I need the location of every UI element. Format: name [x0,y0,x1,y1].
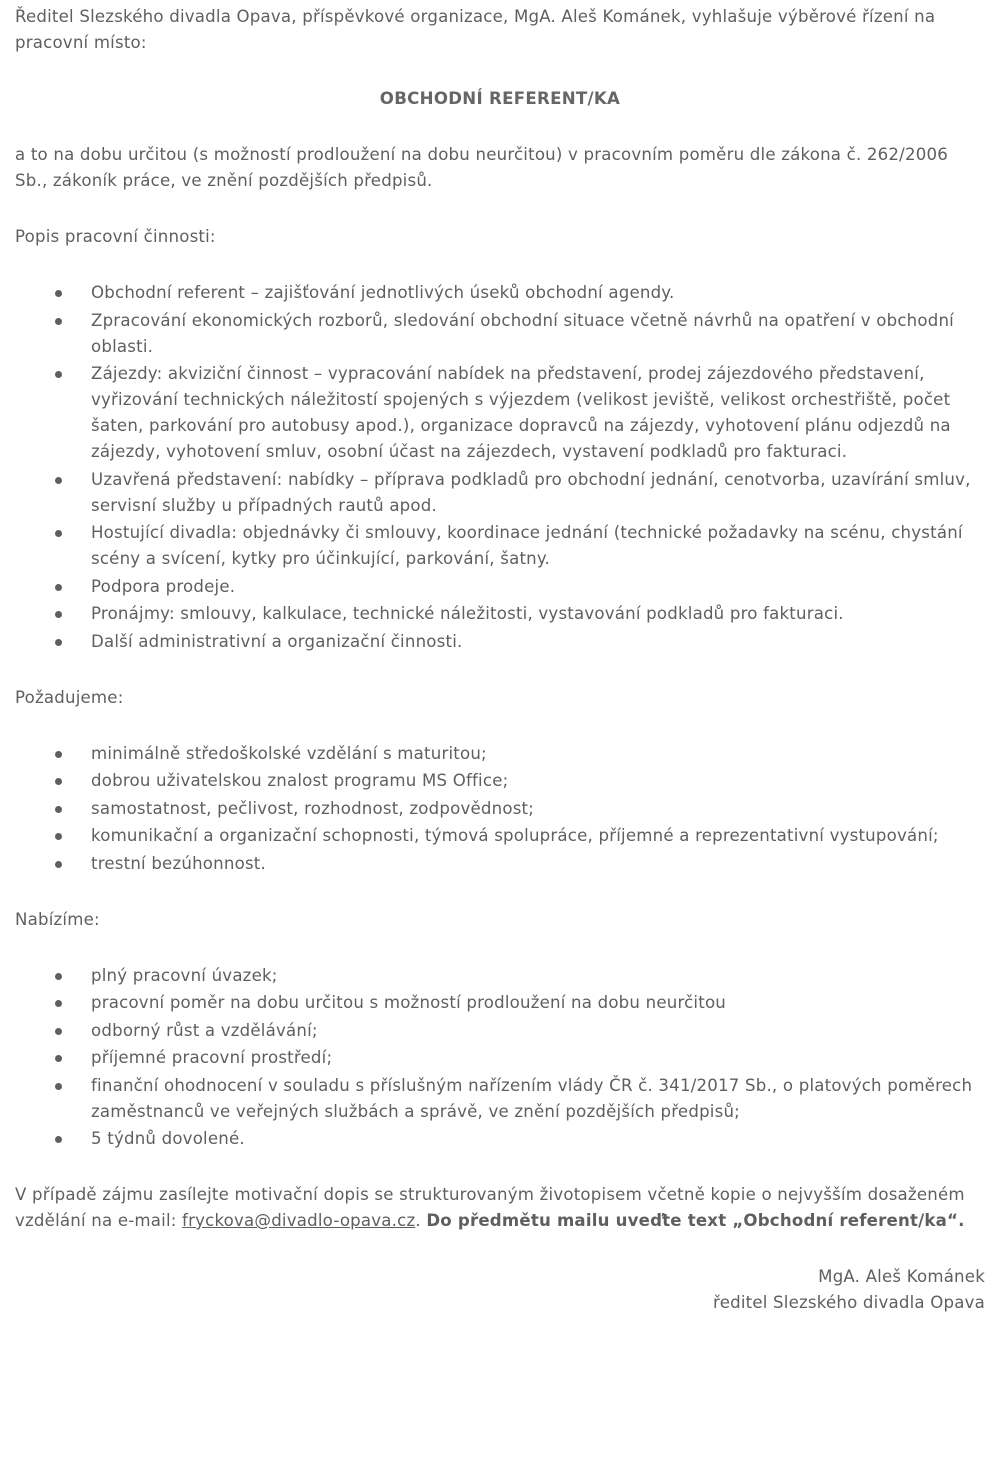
duties-heading: Popis pracovní činnosti: [15,227,216,246]
list-item-text: samostatnost, pečlivost, rozhodnost, zodpovědnost; [91,798,535,818]
list-item [15,361,985,465]
list-item [15,520,985,572]
list-item [15,1045,985,1071]
list-item [15,601,985,627]
list-item [15,990,985,1016]
list-item-text: Podpora prodeje. [91,576,236,596]
intro-paragraph: Ředitel Slezského divadla Opava, příspěvkové organizace, MgA. Aleš Kománek, vyhlašuje výběrové řízení na pracovní místo: [15,7,936,52]
list-item-text: Pronájmy: smlouvy, kalkulace, technické náležitosti, vystavování podkladů pro fakturaci. [91,604,844,623]
bullet-icon [55,806,62,813]
offer-list [15,963,985,1153]
offer-heading: Nabízíme: [15,909,100,929]
list-item-text: Zájezdy: akviziční činnost – vypracování nabídek na představení, prodej zájezdového představení, vyřizování technických náležitostí spojených s výjezdem (velikost jeviště, velikost orchestřiště, počet šaten, parkování pro autobusy apod.), organizace dopravců na zájezdy, vyhotovení plánu odjezdů na zájezdy, vyhotovení smluv, osobní účast na zájezdech, vystavení podkladů pro fakturaci. [91,364,951,461]
bullet-icon [55,861,62,868]
bullet-icon [55,833,62,840]
list-item-text: plný pracovní úvazek; [91,965,278,985]
requirements-list [15,741,985,877]
list-item [15,629,985,655]
job-title: OBCHODNÍ REFERENT/KA [379,89,621,108]
duties-list [15,280,985,655]
list-item-text: trestní bezúhonnost. [91,853,266,873]
requirements-heading: Požadujeme: [15,687,124,707]
list-item [15,308,985,360]
bullet-icon [55,477,62,484]
list-item [15,823,985,849]
list-item [15,796,985,822]
bullet-icon [55,584,62,591]
list-item-text: Obchodní referent – zajišťování jednotlivých úseků obchodní agendy. [91,283,675,302]
list-item [15,741,985,767]
bullet-icon [55,1055,62,1062]
signatory-name: MgA. Aleš Kománek [818,1267,985,1286]
bullet-icon [55,371,62,378]
bullet-icon [55,1136,62,1143]
bullet-icon [55,639,62,646]
list-item-text: odborný růst a vzdělávání; [91,1020,318,1040]
bullet-icon [55,1028,62,1035]
signature-block [15,1264,985,1316]
list-item [15,467,985,519]
bullet-icon [55,1083,62,1090]
bullet-icon [55,1000,62,1007]
bullet-icon [55,778,62,785]
signatory-position: ředitel Slezského divadla Opava [713,1293,985,1312]
closing-punct: . [415,1211,427,1230]
list-item-text: pracovní poměr na dobu určitou s možností prodloužení na dobu neurčitou [91,993,727,1012]
list-item-text: dobrou uživatelskou znalost programu MS Office; [91,771,509,790]
list-item [15,1126,985,1152]
bullet-icon [55,318,62,325]
list-item-text: komunikační a organizační schopnosti, týmová spolupráce, příjemné a reprezentativní vystupování; [91,826,939,845]
subject-instruction: Do předmětu mailu uveďte text „Obchodní referent/ka“. [426,1211,965,1230]
list-item [15,851,985,877]
closing-paragraph [15,1182,985,1234]
list-item [15,768,985,794]
list-item-text: Hostující divadla: objednávky či smlouvy, koordinace jednání (technické požadavky na scénu, chystání scény a svícení, kytky pro účinkující, parkování, šatny. [91,523,963,568]
employment-terms: a to na dobu určitou (s možností prodloužení na dobu neurčitou) v pracovním poměru dle zákona č. 262/2006 Sb., zákoník práce, ve znění pozdějších předpisů. [15,145,948,190]
list-item-text: finanční ohodnocení v souladu s příslušným nařízením vlády ČR č. 341/2017 Sb., o platových poměrech zaměstnanců ve veřejných službách a správě, ve znění pozdějších předpisů; [91,1075,973,1121]
bullet-icon [55,611,62,618]
list-item-text: 5 týdnů dovolené. [91,1129,245,1148]
list-item-text: Další administrativní a organizační činnosti. [91,631,463,651]
bullet-icon [55,973,62,980]
list-item [15,574,985,600]
list-item [15,280,985,306]
list-item-text: Uzavřená představení: nabídky – příprava podkladů pro obchodní jednání, cenotvorba, uzavírání smluv, servisní služby u případných rautů apod. [91,469,971,515]
list-item [15,1018,985,1044]
list-item-text: příjemné pracovní prostředí; [91,1048,333,1067]
list-item [15,1073,985,1125]
bullet-icon [55,530,62,537]
list-item-text: Zpracování ekonomických rozborů, sledování obchodní situace včetně návrhů na opatření v obchodní oblasti. [91,310,954,356]
email-link[interactable]: fryckova@divadlo-opava.cz [182,1211,416,1230]
closing-text: V případě zájmu zasílejte motivační dopis se strukturovaným životopisem včetně kopie o nejvyšším dosaženém vzdělání na e-mail: [15,1185,965,1230]
bullet-icon [55,751,62,758]
bullet-icon [55,290,62,297]
list-item [15,963,985,989]
list-item-text: minimálně středoškolské vzdělání s maturitou; [91,743,487,763]
